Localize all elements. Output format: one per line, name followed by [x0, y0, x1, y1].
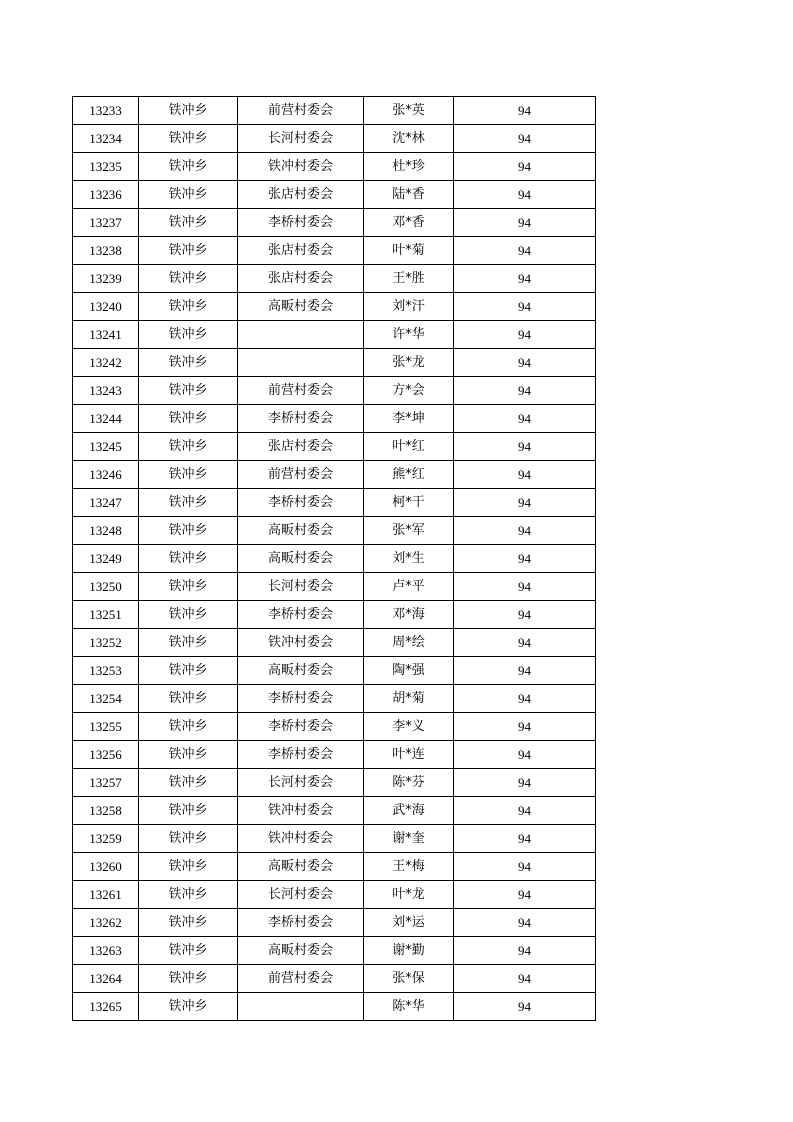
cell-id: 13248: [73, 517, 139, 545]
cell-village: 李桥村委会: [238, 713, 364, 741]
cell-name: 谢*勤: [364, 937, 454, 965]
cell-id: 13235: [73, 153, 139, 181]
cell-id: 13240: [73, 293, 139, 321]
table-row: [73, 937, 596, 965]
cell-name: 陆*香: [364, 181, 454, 209]
cell-name: 叶*菊: [364, 237, 454, 265]
cell-id: 13238: [73, 237, 139, 265]
table-row: [73, 657, 596, 685]
cell-town: 铁冲乡: [139, 629, 238, 657]
table-row: [73, 209, 596, 237]
cell-village: 前营村委会: [238, 461, 364, 489]
cell-score: 94: [454, 265, 596, 293]
cell-score: 94: [454, 209, 596, 237]
cell-id: 13239: [73, 265, 139, 293]
cell-town: 铁冲乡: [139, 713, 238, 741]
cell-name: 杜*珍: [364, 153, 454, 181]
cell-name: 张*龙: [364, 349, 454, 377]
cell-town: 铁冲乡: [139, 97, 238, 125]
cell-score: 94: [454, 489, 596, 517]
cell-id: 13250: [73, 573, 139, 601]
cell-town: 铁冲乡: [139, 685, 238, 713]
cell-name: 武*海: [364, 797, 454, 825]
cell-score: 94: [454, 769, 596, 797]
cell-town: 铁冲乡: [139, 181, 238, 209]
cell-town: 铁冲乡: [139, 741, 238, 769]
cell-village: 李桥村委会: [238, 685, 364, 713]
cell-score: 94: [454, 881, 596, 909]
cell-name: 李*义: [364, 713, 454, 741]
table-row: [73, 853, 596, 881]
cell-id: 13256: [73, 741, 139, 769]
cell-score: 94: [454, 461, 596, 489]
cell-village: 长河村委会: [238, 573, 364, 601]
cell-id: 13234: [73, 125, 139, 153]
cell-id: 13265: [73, 993, 139, 1021]
cell-village: 张店村委会: [238, 237, 364, 265]
cell-name: 叶*龙: [364, 881, 454, 909]
cell-town: 铁冲乡: [139, 797, 238, 825]
cell-village: 长河村委会: [238, 769, 364, 797]
cell-score: 94: [454, 181, 596, 209]
cell-village: 高畈村委会: [238, 657, 364, 685]
cell-town: 铁冲乡: [139, 909, 238, 937]
cell-id: 13252: [73, 629, 139, 657]
cell-score: 94: [454, 685, 596, 713]
table-body: [73, 97, 596, 1021]
cell-village: 高畈村委会: [238, 517, 364, 545]
cell-score: 94: [454, 545, 596, 573]
cell-name: 熊*红: [364, 461, 454, 489]
cell-score: 94: [454, 377, 596, 405]
cell-score: 94: [454, 153, 596, 181]
cell-score: 94: [454, 965, 596, 993]
cell-village: [238, 321, 364, 349]
cell-id: 13236: [73, 181, 139, 209]
table-row: [73, 629, 596, 657]
cell-town: 铁冲乡: [139, 237, 238, 265]
table-row: [73, 349, 596, 377]
cell-town: 铁冲乡: [139, 517, 238, 545]
table-row: [73, 769, 596, 797]
cell-village: 高畈村委会: [238, 545, 364, 573]
cell-village: 高畈村委会: [238, 937, 364, 965]
cell-name: 柯*干: [364, 489, 454, 517]
table-row: [73, 797, 596, 825]
cell-village: 李桥村委会: [238, 741, 364, 769]
cell-name: 胡*菊: [364, 685, 454, 713]
cell-score: 94: [454, 237, 596, 265]
cell-score: 94: [454, 629, 596, 657]
table-row: [73, 713, 596, 741]
cell-id: 13259: [73, 825, 139, 853]
cell-score: 94: [454, 601, 596, 629]
table-row: [73, 601, 596, 629]
cell-town: 铁冲乡: [139, 125, 238, 153]
table-row: [73, 265, 596, 293]
cell-village: 长河村委会: [238, 125, 364, 153]
cell-village: 铁冲村委会: [238, 153, 364, 181]
cell-town: 铁冲乡: [139, 937, 238, 965]
cell-id: 13251: [73, 601, 139, 629]
table-row: [73, 125, 596, 153]
cell-town: 铁冲乡: [139, 405, 238, 433]
cell-town: 铁冲乡: [139, 545, 238, 573]
cell-score: 94: [454, 713, 596, 741]
cell-id: 13258: [73, 797, 139, 825]
cell-id: 13237: [73, 209, 139, 237]
cell-id: 13244: [73, 405, 139, 433]
cell-town: 铁冲乡: [139, 881, 238, 909]
cell-town: 铁冲乡: [139, 433, 238, 461]
cell-id: 13263: [73, 937, 139, 965]
cell-village: 铁冲村委会: [238, 629, 364, 657]
cell-score: 94: [454, 993, 596, 1021]
table-row: [73, 909, 596, 937]
table-row: [73, 489, 596, 517]
cell-village: 张店村委会: [238, 181, 364, 209]
cell-town: 铁冲乡: [139, 349, 238, 377]
cell-town: 铁冲乡: [139, 489, 238, 517]
cell-village: 前营村委会: [238, 97, 364, 125]
cell-name: 张*英: [364, 97, 454, 125]
cell-town: 铁冲乡: [139, 377, 238, 405]
cell-town: 铁冲乡: [139, 265, 238, 293]
cell-id: 13255: [73, 713, 139, 741]
cell-name: 王*胜: [364, 265, 454, 293]
cell-id: 13264: [73, 965, 139, 993]
cell-village: 前营村委会: [238, 965, 364, 993]
cell-village: 李桥村委会: [238, 601, 364, 629]
cell-id: 13233: [73, 97, 139, 125]
cell-score: 94: [454, 573, 596, 601]
table-row: [73, 881, 596, 909]
cell-name: 张*保: [364, 965, 454, 993]
cell-name: 张*军: [364, 517, 454, 545]
table-row: [73, 685, 596, 713]
cell-id: 13247: [73, 489, 139, 517]
table-row: [73, 321, 596, 349]
document-table-wrapper: [72, 96, 596, 1021]
cell-town: 铁冲乡: [139, 153, 238, 181]
cell-score: 94: [454, 349, 596, 377]
cell-score: 94: [454, 741, 596, 769]
cell-id: 13243: [73, 377, 139, 405]
cell-town: 铁冲乡: [139, 573, 238, 601]
cell-id: 13249: [73, 545, 139, 573]
cell-village: 李桥村委会: [238, 909, 364, 937]
cell-score: 94: [454, 797, 596, 825]
cell-name: 李*坤: [364, 405, 454, 433]
cell-name: 陶*强: [364, 657, 454, 685]
cell-name: 王*梅: [364, 853, 454, 881]
cell-name: 卢*平: [364, 573, 454, 601]
cell-town: 铁冲乡: [139, 209, 238, 237]
table-row: [73, 377, 596, 405]
cell-id: 13246: [73, 461, 139, 489]
cell-town: 铁冲乡: [139, 461, 238, 489]
cell-village: 长河村委会: [238, 881, 364, 909]
cell-id: 13257: [73, 769, 139, 797]
table-row: [73, 293, 596, 321]
cell-id: 13242: [73, 349, 139, 377]
cell-score: 94: [454, 937, 596, 965]
table-row: [73, 573, 596, 601]
cell-village: [238, 993, 364, 1021]
table-row: [73, 433, 596, 461]
cell-village: 李桥村委会: [238, 489, 364, 517]
table-row: [73, 405, 596, 433]
table-row: [73, 993, 596, 1021]
cell-id: 13245: [73, 433, 139, 461]
cell-name: 方*会: [364, 377, 454, 405]
cell-town: 铁冲乡: [139, 601, 238, 629]
cell-name: 刘*汗: [364, 293, 454, 321]
cell-village: 张店村委会: [238, 433, 364, 461]
cell-name: 陈*芬: [364, 769, 454, 797]
cell-id: 13260: [73, 853, 139, 881]
table-row: [73, 153, 596, 181]
cell-name: 陈*华: [364, 993, 454, 1021]
cell-score: 94: [454, 853, 596, 881]
cell-town: 铁冲乡: [139, 825, 238, 853]
cell-name: 谢*奎: [364, 825, 454, 853]
cell-town: 铁冲乡: [139, 853, 238, 881]
cell-village: 李桥村委会: [238, 209, 364, 237]
cell-village: 铁冲村委会: [238, 825, 364, 853]
cell-score: 94: [454, 657, 596, 685]
cell-id: 13262: [73, 909, 139, 937]
cell-name: 周*绘: [364, 629, 454, 657]
cell-village: 李桥村委会: [238, 405, 364, 433]
cell-score: 94: [454, 293, 596, 321]
cell-village: 张店村委会: [238, 265, 364, 293]
cell-score: 94: [454, 909, 596, 937]
cell-score: 94: [454, 825, 596, 853]
table-row: [73, 237, 596, 265]
cell-score: 94: [454, 125, 596, 153]
cell-name: 沈*林: [364, 125, 454, 153]
cell-id: 13261: [73, 881, 139, 909]
table-row: [73, 461, 596, 489]
cell-name: 叶*连: [364, 741, 454, 769]
cell-score: 94: [454, 97, 596, 125]
cell-name: 刘*运: [364, 909, 454, 937]
cell-town: 铁冲乡: [139, 293, 238, 321]
cell-name: 刘*生: [364, 545, 454, 573]
cell-score: 94: [454, 405, 596, 433]
table-row: [73, 741, 596, 769]
table-row: [73, 517, 596, 545]
table-row: [73, 825, 596, 853]
cell-score: 94: [454, 517, 596, 545]
cell-id: 13254: [73, 685, 139, 713]
cell-village: [238, 349, 364, 377]
cell-name: 邓*香: [364, 209, 454, 237]
cell-town: 铁冲乡: [139, 657, 238, 685]
table-row: [73, 97, 596, 125]
beneficiary-table: [72, 96, 596, 1021]
cell-town: 铁冲乡: [139, 993, 238, 1021]
cell-score: 94: [454, 321, 596, 349]
cell-village: 高畈村委会: [238, 293, 364, 321]
cell-town: 铁冲乡: [139, 769, 238, 797]
table-row: [73, 965, 596, 993]
cell-id: 13253: [73, 657, 139, 685]
table-row: [73, 545, 596, 573]
table-row: [73, 181, 596, 209]
cell-name: 许*华: [364, 321, 454, 349]
cell-id: 13241: [73, 321, 139, 349]
cell-village: 铁冲村委会: [238, 797, 364, 825]
cell-village: 前营村委会: [238, 377, 364, 405]
cell-town: 铁冲乡: [139, 321, 238, 349]
cell-name: 叶*红: [364, 433, 454, 461]
cell-village: 高畈村委会: [238, 853, 364, 881]
cell-town: 铁冲乡: [139, 965, 238, 993]
cell-score: 94: [454, 433, 596, 461]
cell-name: 邓*海: [364, 601, 454, 629]
